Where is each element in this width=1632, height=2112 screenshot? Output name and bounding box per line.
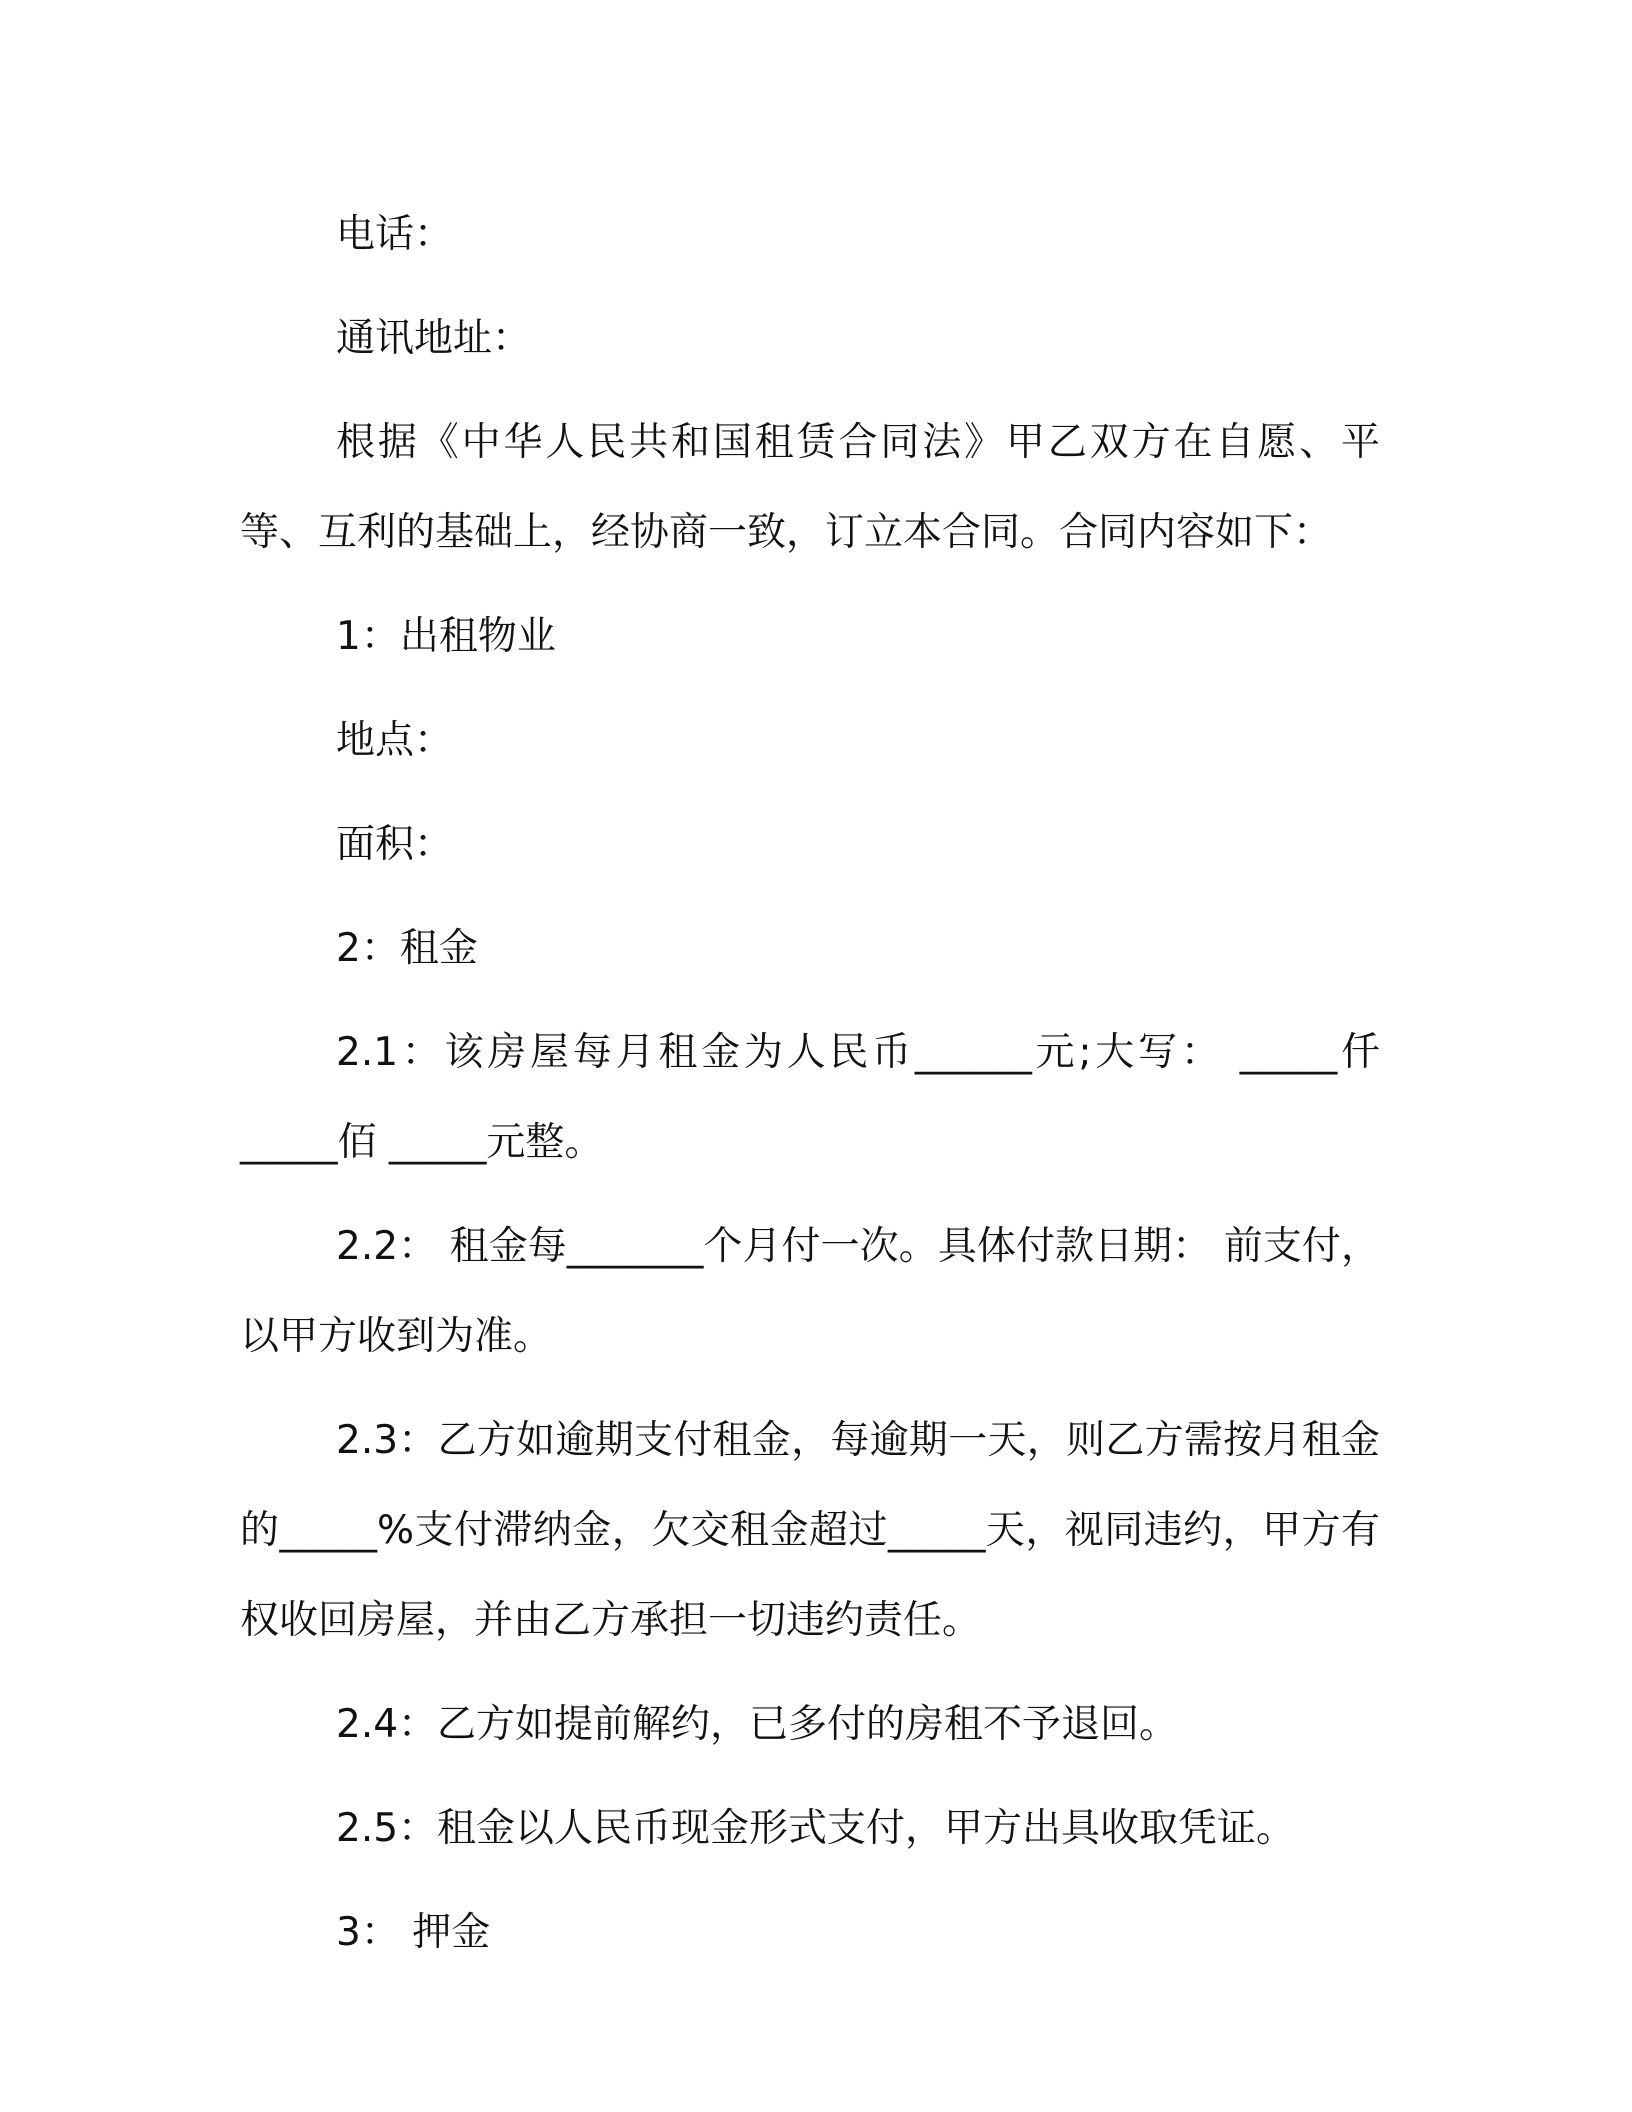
document-body (240, 190, 1393, 1992)
section-heading-rental-property: 1：出租物业 (336, 614, 556, 659)
clause-2-2: 2.2： 租金每_______个月付一次。具体付款日期： 前支付，以甲方收到为准。 (240, 1224, 1380, 1359)
paragraph-area: 面积： (336, 822, 454, 867)
section-heading-rent: 2：租金 (336, 926, 478, 971)
paragraph-address: 通讯地址： (336, 316, 532, 361)
paragraph-preamble: 根据《中华人民共和国租赁合同法》甲乙双方在自愿、平等、互利的基础上，经协商一致，订立本合同。合同内容如下： (240, 420, 1380, 555)
paragraph-location: 地点： (336, 718, 454, 763)
clause-2-1: 2.1：该房屋每月租金为人民币______元;大写： _____仟 _____佰 _____元整。 (240, 1030, 1393, 1165)
clause-2-5: 2.5：租金以人民币现金形式支付，甲方出具收取凭证。 (336, 1806, 1296, 1851)
clause-2-3: 2.3：乙方如逾期支付租金，每逾期一天，则乙方需按月租金的_____%支付滞纳金，欠交租金超过_____天，视同违约，甲方有权收回房屋，并由乙方承担一切违约责任。 (240, 1418, 1380, 1643)
paragraph-phone: 电话： (336, 212, 454, 257)
clause-2-4: 2.4：乙方如提前解约，已多付的房租不予退回。 (336, 1702, 1179, 1747)
section-heading-deposit: 3： 押金 (336, 1910, 491, 1955)
